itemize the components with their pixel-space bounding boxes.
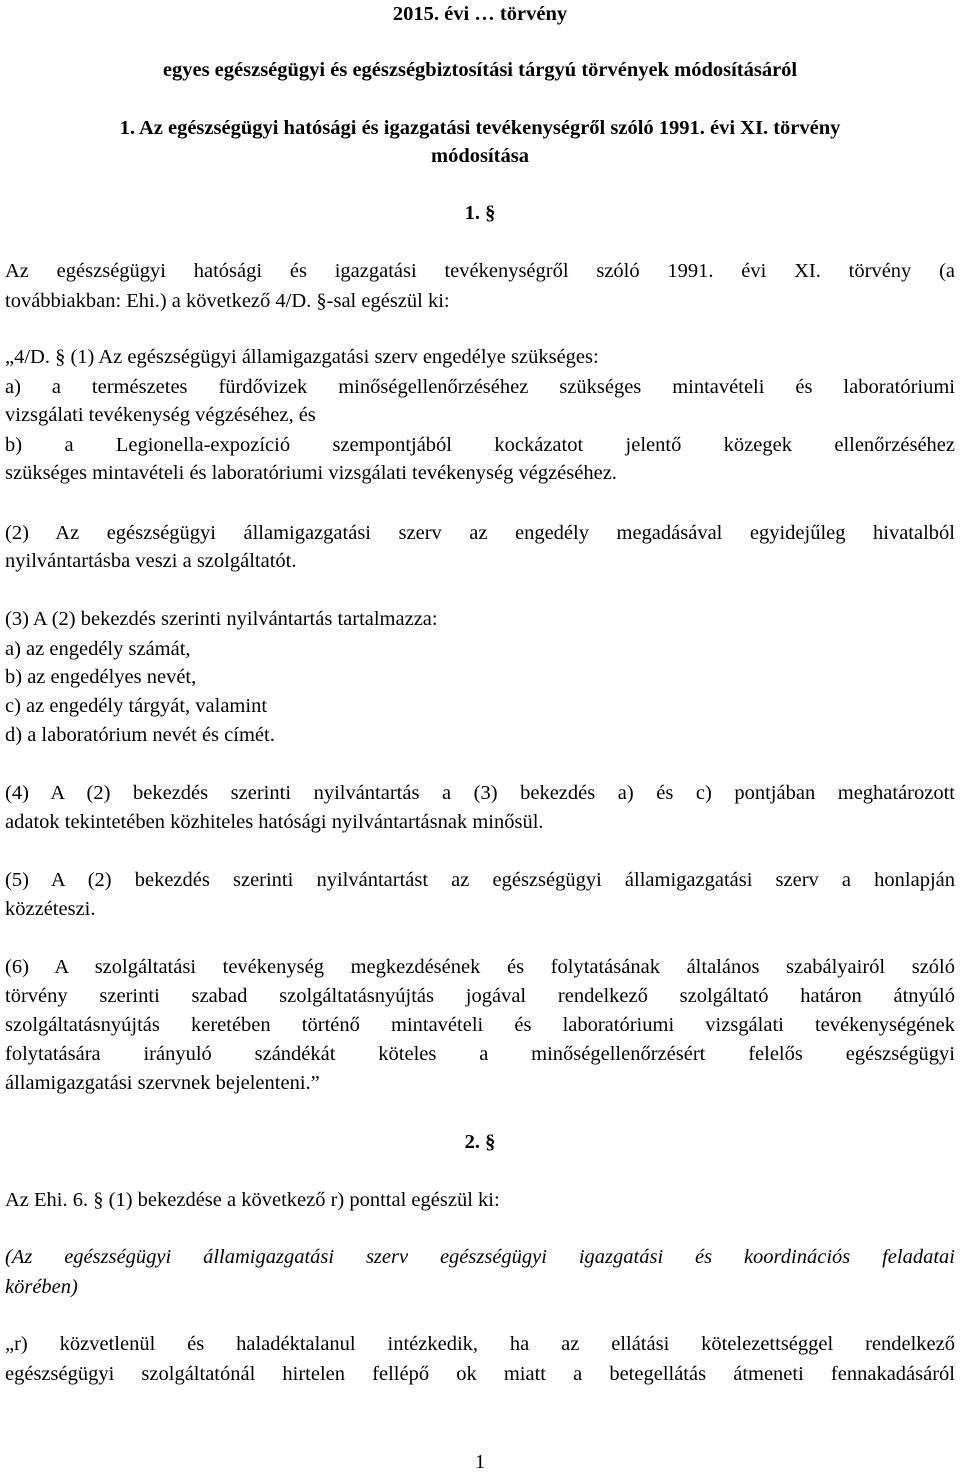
paragraph-4-line1: (4) A (2) bekezdés szerinti nyilvántartás a (3) bekezdés a) és c) pontjában meghatározott	[5, 782, 955, 804]
page-number: 1	[474, 1451, 486, 1473]
paragraph-3-line1: (3) A (2) bekezdés szerinti nyilvántartás tartalmazza:	[5, 608, 438, 630]
paragraph-1-line2: a) a természetes fürdővizek minőségellenőrzéséhez szükséges mintavételi és laboratóriumi	[5, 376, 955, 398]
law-title: 2015. évi … törvény	[392, 3, 568, 25]
chapter-heading-line2: módosítása	[431, 145, 529, 167]
paragraph-5-line2: közzéteszi.	[5, 898, 96, 920]
paragraph-3-item-b: b) az engedélyes nevét,	[5, 666, 197, 688]
paragraph-1-line1: „4/D. § (1) Az egészségügyi államigazgatási szerv engedélye szükséges:	[5, 346, 599, 368]
paragraph-2-line1: (2) Az egészségügyi államigazgatási szerv az engedély megadásával egyidejűleg hivatalból	[5, 522, 955, 544]
paragraph-1-line5: szükséges mintavételi és laboratóriumi vizsgálati tevékenység végzéséhez.	[5, 462, 617, 484]
paragraph-3-item-c: c) az engedély tárgyát, valamint	[5, 695, 268, 717]
point-r-line1: „r) közvetlenül és haladéktalanul intézkedik, ha az ellátási kötelezettséggel rendelkező	[5, 1333, 955, 1355]
paragraph-6-line1: (6) A szolgáltatási tevékenység megkezdésének és folytatásának általános szabályairól szóló	[5, 956, 955, 978]
law-subtitle: egyes egészségügyi és egészségbiztosítási tárgyú törvények módosításáról	[162, 59, 798, 81]
section-2-heading: 2. §	[464, 1131, 496, 1153]
paragraph-1-line4: b) a Legionella-expozíció szempontjából kockázatot jelentő közegek ellenőrzéséhez	[5, 434, 955, 456]
section-2-italic-line1: (Az egészségügyi államigazgatási szerv egészségügyi igazgatási és koordinációs feladatai	[5, 1246, 955, 1268]
paragraph-6-line5: államigazgatási szervnek bejelenteni.”	[5, 1072, 320, 1094]
paragraph-6-line4: folytatására irányuló szándékát köteles a minőségellenőrzésért felelős egészségügyi	[5, 1043, 955, 1065]
paragraph-2-line2: nyilvántartásba veszi a szolgáltatót.	[5, 550, 297, 572]
section-1-intro-line2: továbbiakban: Ehi.) a következő 4/D. §-sal egészül ki:	[5, 290, 450, 312]
point-r-line2: egészségügyi szolgáltatónál hirtelen fellépő ok miatt a betegellátás átmeneti fennakadásáról	[5, 1363, 955, 1385]
section-1-heading: 1. §	[464, 202, 496, 224]
paragraph-3-item-d: d) a laboratórium nevét és címét.	[5, 724, 275, 746]
chapter-heading-line1: 1. Az egészségügyi hatósági és igazgatási tevékenységről szóló 1991. évi XI. törvény	[119, 117, 841, 139]
section-2-italic-line2: körében)	[5, 1276, 78, 1298]
paragraph-6-line3: szolgáltatásnyújtás keretében történő mintavételi és laboratóriumi vizsgálati tevékenységének	[5, 1014, 955, 1036]
paragraph-1-line3: vizsgálati tevékenység végzéséhez, és	[5, 404, 316, 426]
section-2-intro: Az Ehi. 6. § (1) bekezdése a következő r) ponttal egészül ki:	[5, 1189, 500, 1211]
section-1-intro-line1: Az egészségügyi hatósági és igazgatási tevékenységről szóló 1991. évi XI. törvény (a	[5, 260, 955, 282]
paragraph-6-line2: törvény szerinti szabad szolgáltatásnyújtás jogával rendelkező szolgáltató határon átnyúló	[5, 985, 955, 1007]
paragraph-4-line2: adatok tekintetében közhiteles hatósági nyilvántartásnak minősül.	[5, 811, 544, 833]
paragraph-3-item-a: a) az engedély számát,	[5, 638, 191, 660]
paragraph-5-line1: (5) A (2) bekezdés szerinti nyilvántartást az egészségügyi államigazgatási szerv a honlapján	[5, 869, 955, 891]
